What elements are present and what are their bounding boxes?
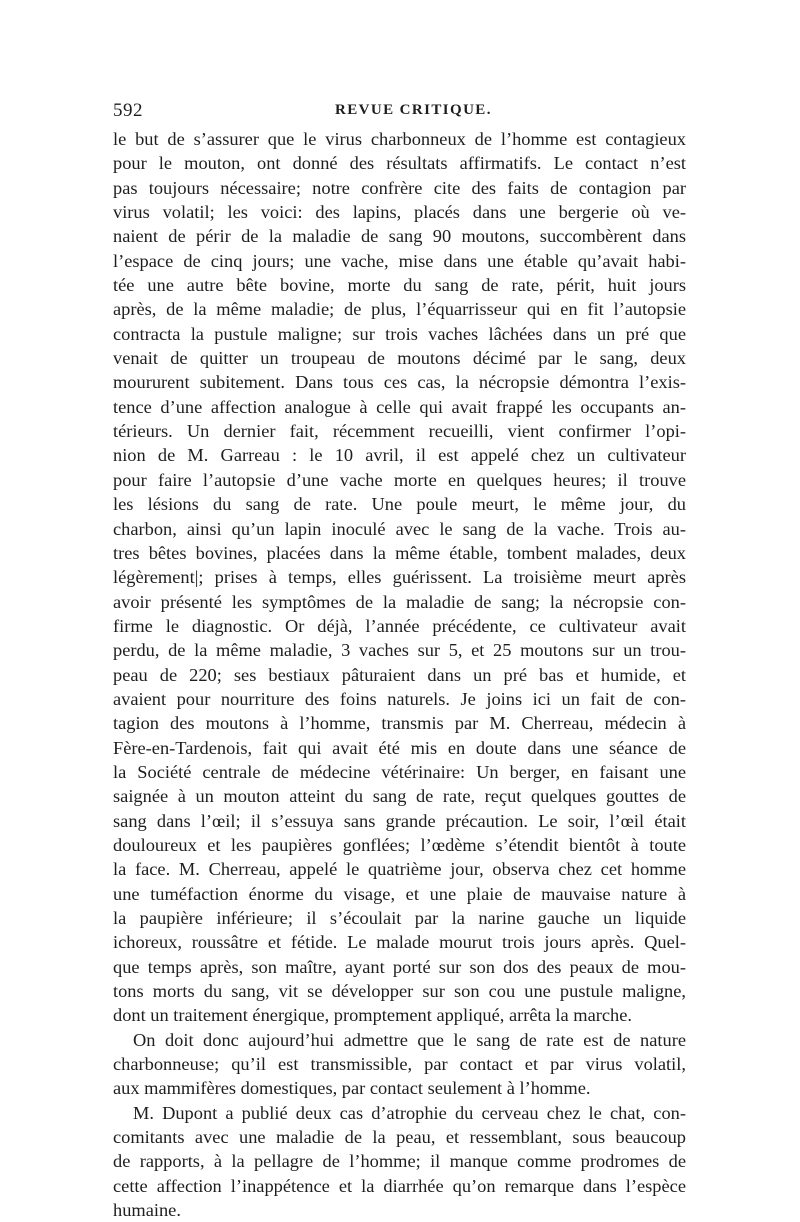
paragraph-start-line: On doit donc aujourd’hui admettre que le sang de rate est de nature <box>133 1029 686 1050</box>
text-line: moururent subitement. Dans tous ces cas, la nécropsie démontra l’exis- <box>113 372 686 393</box>
text-line: légèrement|; prises à temps, elles guérissent. La troisième meurt après <box>113 567 686 588</box>
text-line: de rapports, à la pellagre de l’homme; il manque comme prodromes de <box>113 1151 686 1172</box>
text-line: après, de la même maladie; de plus, l’équarrisseur qui en fit l’autopsie <box>113 299 686 320</box>
text-line: naient de périr de la maladie de sang 90 moutons, succombèrent dans <box>113 226 686 247</box>
text-line: cette affection l’inappétence et la diarrhée qu’on remarque dans l’espèce <box>113 1175 686 1196</box>
text-line: dont un traitement énergique, promptement appliqué, arrêta la marche. <box>113 1005 632 1026</box>
text-line: la face. M. Cherreau, appelé le quatrième jour, observa chez cet homme <box>113 859 686 880</box>
text-line: perdu, de la même maladie, 3 vaches sur 5, et 25 moutons sur un trou- <box>113 640 686 661</box>
text-line: la Société centrale de médecine vétérinaire: Un berger, en faisant une <box>113 761 686 782</box>
text-line: tence d’une affection analogue à celle qui avait frappé les occupants an- <box>113 396 686 417</box>
text-line: saignée à un mouton atteint du sang de rate, reçut quelques gouttes de <box>113 786 686 807</box>
body-text <box>113 127 686 1222</box>
text-line: tons morts du sang, vit se développer sur son cou une pustule maligne, <box>113 981 686 1002</box>
text-line: pour le mouton, ont donné des résultats affirmatifs. Le contact n’est <box>113 153 686 174</box>
text-line: peau de 220; ses bestiaux pâturaient dans un pré bas et humide, et <box>113 664 686 685</box>
running-title: REVUE CRITIQUE. <box>335 102 492 118</box>
text-line: la paupière inférieure; il s’écoulait par la narine gauche un liquide <box>113 908 686 928</box>
text-line: pas toujours nécessaire; notre confrère cite des faits de contagion par <box>113 177 686 198</box>
text-line: térieurs. Un dernier fait, récemment recueilli, vient confirmer l’opi- <box>113 421 686 442</box>
text-line: une tuméfaction énorme du visage, et une plaie de mauvaise nature à <box>113 883 686 904</box>
text-line: charbonneuse; qu’il est transmissible, par contact et par virus volatil, <box>113 1054 686 1075</box>
text-line: venait de quitter un troupeau de moutons décimé par le sang, deux <box>113 348 686 369</box>
text-line: tée une autre bête bovine, morte du sang de rate, périt, huit jours <box>113 275 686 296</box>
running-head <box>113 100 688 124</box>
text-line: firme le diagnostic. Or déjà, l’année précédente, ce cultivateur avait <box>113 615 686 636</box>
text-line: ichoreux, roussâtre et fétide. Le malade mourut trois jours après. Quel- <box>113 932 686 953</box>
text-line: Fère-en-Tardenois, fait qui avait été mis en doute dans une séance de <box>113 737 686 758</box>
paragraph-start-line: M. Dupont a publié deux cas d’atrophie du cerveau chez le chat, con- <box>133 1102 686 1123</box>
text-line: avaient pour nourriture des foins naturels. Je joins ici un fait de con- <box>113 688 686 709</box>
text-line: aux mammifères domestiques, par contact seulement à l’homme. <box>113 1078 591 1099</box>
text-line: nion de M. Garreau : le 10 avril, il est appelé chez un cultivateur <box>113 445 686 466</box>
text-line: charbon, ainsi qu’un lapin inoculé avec le sang de la vache. Trois au- <box>113 518 686 539</box>
text-line: comitants avec une maladie de la peau, et ressemblant, sous beaucoup <box>113 1127 686 1148</box>
text-line: contracta la pustule maligne; sur trois vaches lâchées dans un pré que <box>113 323 686 344</box>
text-line: humaine. <box>113 1200 181 1221</box>
text-line: virus volatil; les voici: des lapins, placés dans une bergerie où ve- <box>113 202 686 223</box>
text-line: l’espace de cinq jours; une vache, mise dans une étable qu’avait habi- <box>113 250 686 271</box>
text-line: le but de s’assurer que le virus charbonneux de l’homme est contagieux <box>113 129 686 149</box>
text-line: pour faire l’autopsie d’une vache morte en quelques heures; il trouve <box>113 469 686 490</box>
text-line: les lésions du sang de rate. Une poule meurt, le même jour, du <box>113 494 686 515</box>
text-line: douloureux et les paupières gonflées; l’œdème s’étendit bientôt à toute <box>113 834 686 855</box>
text-line: tres bêtes bovines, placées dans la même étable, tombent malades, deux <box>113 542 686 563</box>
text-line: avoir présenté les symptômes de la maladie de sang; la nécropsie con- <box>113 591 686 612</box>
text-line: tagion des moutons à l’homme, transmis par M. Cherreau, médecin à <box>113 713 686 734</box>
text-line: sang dans l’œil; il s’essuya sans grande précaution. Le soir, l’œil était <box>113 810 686 831</box>
text-line: que temps après, son maître, ayant porté sur son dos des peaux de mou- <box>113 956 686 977</box>
page-number: 592 <box>113 100 143 121</box>
